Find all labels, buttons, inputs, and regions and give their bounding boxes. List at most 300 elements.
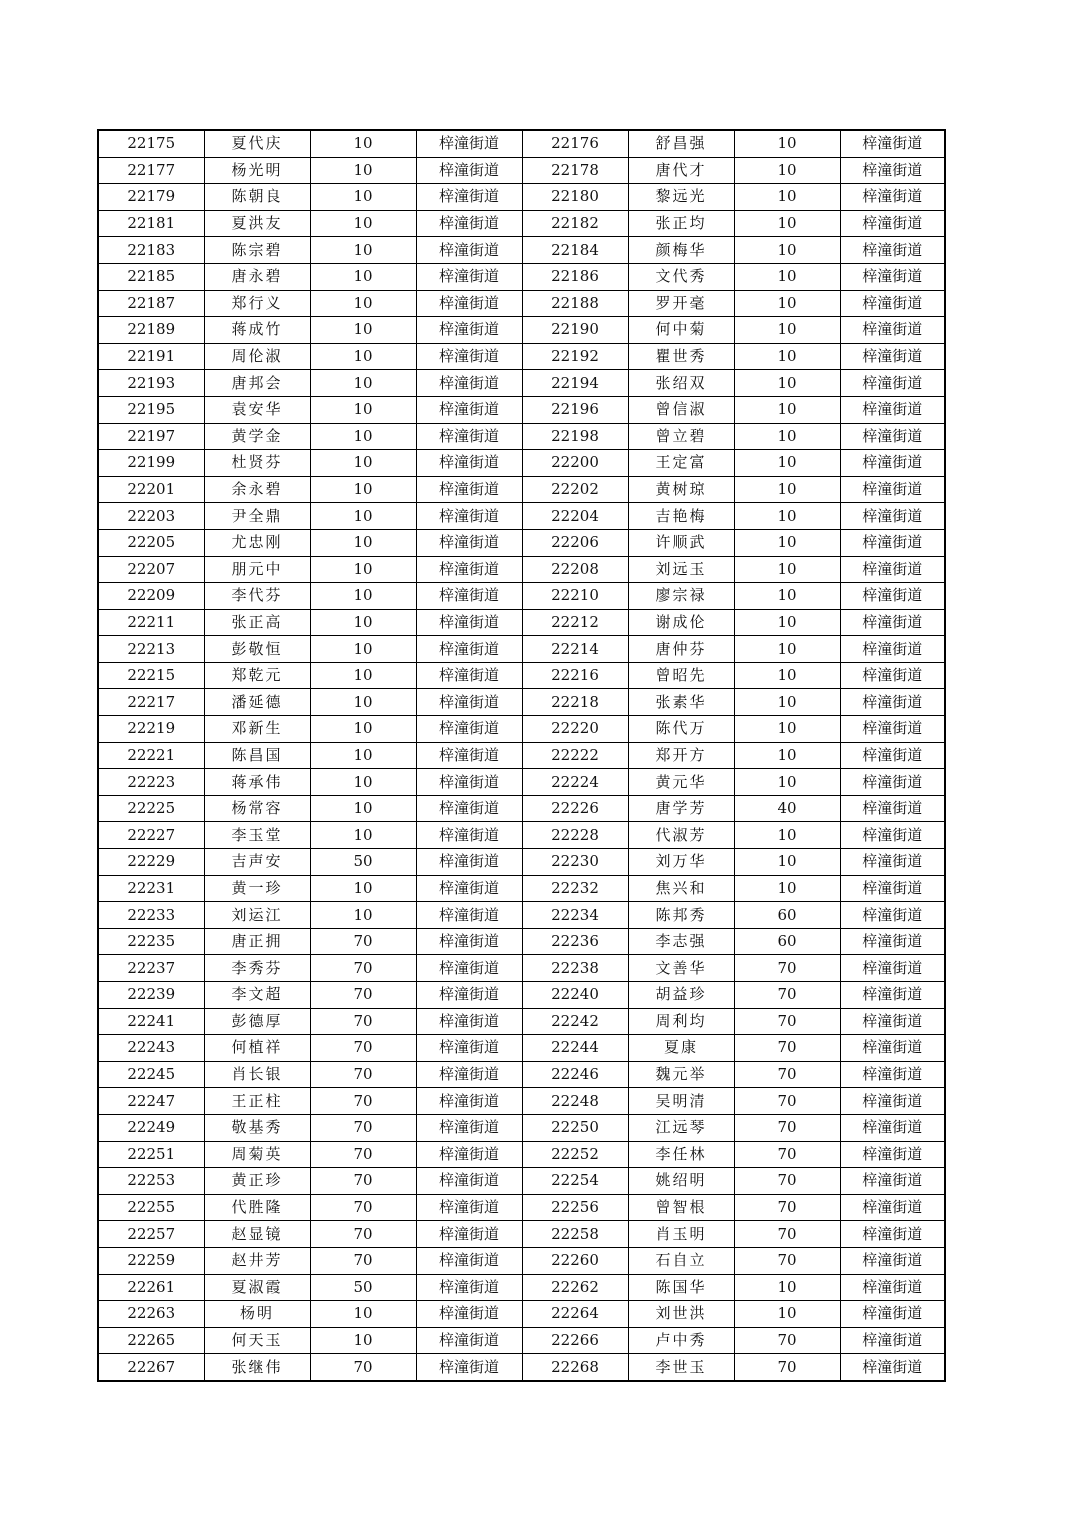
cell-id: 22247 [98,1088,204,1115]
cell-subdistrict: 梓潼街道 [840,1274,945,1301]
cell-amount: 10 [734,1301,840,1328]
cell-amount: 70 [310,1061,416,1088]
cell-id: 22200 [522,450,628,477]
cell-name: 唐代才 [628,157,734,184]
cell-name: 焦兴和 [628,875,734,902]
cell-subdistrict: 梓潼街道 [840,1194,945,1221]
cell-id: 22243 [98,1035,204,1062]
cell-amount: 10 [310,636,416,663]
cell-amount: 60 [734,902,840,929]
cell-id: 22188 [522,290,628,317]
cell-amount: 70 [310,1168,416,1195]
cell-name: 尤忠刚 [204,529,310,556]
cell-name: 袁安华 [204,396,310,423]
cell-amount: 10 [734,503,840,530]
table-row [98,450,945,477]
table-row [98,317,945,344]
cell-name: 曾信淑 [628,396,734,423]
cell-amount: 10 [310,716,416,743]
cell-subdistrict: 梓潼街道 [840,263,945,290]
cell-name: 李文超 [204,982,310,1009]
cell-subdistrict: 梓潼街道 [416,1008,522,1035]
cell-id: 22218 [522,689,628,716]
cell-amount: 70 [310,982,416,1009]
cell-subdistrict: 梓潼街道 [416,476,522,503]
table-row [98,396,945,423]
cell-id: 22254 [522,1168,628,1195]
table-row [98,955,945,982]
cell-id: 22193 [98,370,204,397]
cell-name: 代胜隆 [204,1194,310,1221]
cell-name: 周利均 [628,1008,734,1035]
cell-name: 何天玉 [204,1327,310,1354]
cell-subdistrict: 梓潼街道 [416,636,522,663]
cell-name: 罗开毫 [628,290,734,317]
cell-subdistrict: 梓潼街道 [840,982,945,1009]
cell-name: 李世玉 [628,1354,734,1381]
table-row [98,1354,945,1381]
cell-name: 陈朝良 [204,184,310,211]
cell-id: 22208 [522,556,628,583]
cell-subdistrict: 梓潼街道 [840,370,945,397]
cell-amount: 70 [310,1008,416,1035]
cell-amount: 10 [310,476,416,503]
cell-amount: 10 [734,849,840,876]
cell-subdistrict: 梓潼街道 [416,556,522,583]
cell-subdistrict: 梓潼街道 [840,1061,945,1088]
cell-subdistrict: 梓潼街道 [416,263,522,290]
cell-subdistrict: 梓潼街道 [416,1061,522,1088]
cell-subdistrict: 梓潼街道 [416,130,522,157]
cell-amount: 10 [734,636,840,663]
cell-name: 郑开方 [628,742,734,769]
cell-name: 魏元举 [628,1061,734,1088]
cell-subdistrict: 梓潼街道 [416,689,522,716]
cell-id: 22217 [98,689,204,716]
cell-subdistrict: 梓潼街道 [840,795,945,822]
cell-subdistrict: 梓潼街道 [416,290,522,317]
cell-name: 唐永碧 [204,263,310,290]
cell-amount: 10 [734,556,840,583]
cell-amount: 10 [734,317,840,344]
cell-id: 22205 [98,529,204,556]
cell-id: 22231 [98,875,204,902]
cell-name: 胡益珍 [628,982,734,1009]
cell-amount: 70 [310,1247,416,1274]
cell-subdistrict: 梓潼街道 [840,556,945,583]
cell-id: 22257 [98,1221,204,1248]
cell-amount: 10 [734,157,840,184]
table-row [98,1221,945,1248]
cell-subdistrict: 梓潼街道 [416,1114,522,1141]
cell-subdistrict: 梓潼街道 [416,928,522,955]
table-row [98,795,945,822]
cell-id: 22201 [98,476,204,503]
cell-amount: 10 [734,263,840,290]
cell-subdistrict: 梓潼街道 [416,1301,522,1328]
cell-amount: 70 [734,1088,840,1115]
cell-name: 黄一珍 [204,875,310,902]
cell-amount: 10 [310,210,416,237]
cell-subdistrict: 梓潼街道 [840,1354,945,1381]
cell-id: 22248 [522,1088,628,1115]
cell-amount: 50 [310,1274,416,1301]
cell-amount: 70 [734,1114,840,1141]
cell-id: 22179 [98,184,204,211]
cell-subdistrict: 梓潼街道 [416,609,522,636]
cell-name: 赵井芳 [204,1247,310,1274]
cell-name: 周菊英 [204,1141,310,1168]
cell-id: 22195 [98,396,204,423]
cell-id: 22235 [98,928,204,955]
cell-amount: 10 [310,583,416,610]
cell-id: 22239 [98,982,204,1009]
cell-id: 22194 [522,370,628,397]
cell-name: 文善华 [628,955,734,982]
table-row [98,556,945,583]
table-row [98,1168,945,1195]
cell-subdistrict: 梓潼街道 [840,822,945,849]
cell-subdistrict: 梓潼街道 [840,742,945,769]
table-row [98,157,945,184]
cell-amount: 10 [310,370,416,397]
cell-id: 22203 [98,503,204,530]
cell-name: 彭德厚 [204,1008,310,1035]
table-row [98,529,945,556]
cell-name: 张素华 [628,689,734,716]
table-row [98,290,945,317]
cell-subdistrict: 梓潼街道 [840,130,945,157]
cell-amount: 10 [310,556,416,583]
cell-subdistrict: 梓潼街道 [416,423,522,450]
cell-name: 文代秀 [628,263,734,290]
cell-id: 22202 [522,476,628,503]
table-row [98,237,945,264]
cell-subdistrict: 梓潼街道 [840,1008,945,1035]
cell-amount: 70 [734,1141,840,1168]
cell-id: 22206 [522,529,628,556]
cell-id: 22177 [98,157,204,184]
cell-id: 22175 [98,130,204,157]
cell-subdistrict: 梓潼街道 [840,955,945,982]
cell-name: 黄树琼 [628,476,734,503]
table-row [98,928,945,955]
table-row [98,1061,945,1088]
cell-id: 22213 [98,636,204,663]
cell-id: 22249 [98,1114,204,1141]
cell-subdistrict: 梓潼街道 [416,902,522,929]
cell-name: 李任林 [628,1141,734,1168]
table-row [98,689,945,716]
table-row [98,875,945,902]
cell-name: 李秀芬 [204,955,310,982]
cell-id: 22234 [522,902,628,929]
cell-subdistrict: 梓潼街道 [840,875,945,902]
cell-subdistrict: 梓潼街道 [416,343,522,370]
cell-name: 唐邦会 [204,370,310,397]
cell-subdistrict: 梓潼街道 [840,157,945,184]
cell-id: 22216 [522,662,628,689]
cell-id: 22197 [98,423,204,450]
cell-amount: 70 [310,955,416,982]
cell-subdistrict: 梓潼街道 [840,1221,945,1248]
cell-id: 22228 [522,822,628,849]
cell-id: 22225 [98,795,204,822]
cell-name: 王正柱 [204,1088,310,1115]
table-row [98,982,945,1009]
cell-subdistrict: 梓潼街道 [840,529,945,556]
cell-amount: 70 [734,1354,840,1381]
cell-name: 曾智根 [628,1194,734,1221]
cell-amount: 70 [734,1061,840,1088]
cell-amount: 10 [734,210,840,237]
cell-name: 敬基秀 [204,1114,310,1141]
cell-id: 22204 [522,503,628,530]
table-row [98,1301,945,1328]
cell-amount: 10 [734,822,840,849]
cell-subdistrict: 梓潼街道 [416,982,522,1009]
cell-subdistrict: 梓潼街道 [840,503,945,530]
table-row [98,210,945,237]
cell-subdistrict: 梓潼街道 [840,237,945,264]
cell-id: 22185 [98,263,204,290]
cell-id: 22252 [522,1141,628,1168]
cell-amount: 10 [310,290,416,317]
cell-id: 22196 [522,396,628,423]
cell-id: 22212 [522,609,628,636]
cell-amount: 50 [310,849,416,876]
cell-id: 22207 [98,556,204,583]
cell-id: 22251 [98,1141,204,1168]
cell-name: 姚绍明 [628,1168,734,1195]
cell-id: 22230 [522,849,628,876]
cell-id: 22263 [98,1301,204,1328]
cell-name: 张继伟 [204,1354,310,1381]
cell-subdistrict: 梓潼街道 [840,1035,945,1062]
cell-name: 石自立 [628,1247,734,1274]
cell-subdistrict: 梓潼街道 [416,1327,522,1354]
cell-id: 22215 [98,662,204,689]
cell-id: 22244 [522,1035,628,1062]
cell-name: 颜梅华 [628,237,734,264]
cell-amount: 70 [310,1141,416,1168]
cell-subdistrict: 梓潼街道 [416,662,522,689]
cell-subdistrict: 梓潼街道 [416,157,522,184]
cell-id: 22256 [522,1194,628,1221]
cell-id: 22209 [98,583,204,610]
cell-subdistrict: 梓潼街道 [416,184,522,211]
cell-amount: 70 [734,1008,840,1035]
cell-id: 22220 [522,716,628,743]
cell-id: 22233 [98,902,204,929]
cell-subdistrict: 梓潼街道 [416,237,522,264]
cell-name: 杨常容 [204,795,310,822]
cell-subdistrict: 梓潼街道 [416,503,522,530]
cell-subdistrict: 梓潼街道 [840,769,945,796]
cell-name: 唐学芳 [628,795,734,822]
cell-amount: 70 [310,1354,416,1381]
cell-name: 蒋承伟 [204,769,310,796]
cell-name: 夏代庆 [204,130,310,157]
cell-amount: 10 [734,583,840,610]
cell-id: 22237 [98,955,204,982]
cell-id: 22226 [522,795,628,822]
cell-amount: 10 [734,875,840,902]
cell-subdistrict: 梓潼街道 [416,716,522,743]
cell-subdistrict: 梓潼街道 [416,822,522,849]
cell-subdistrict: 梓潼街道 [840,928,945,955]
cell-amount: 10 [310,1301,416,1328]
cell-id: 22258 [522,1221,628,1248]
cell-amount: 10 [310,263,416,290]
cell-amount: 10 [310,875,416,902]
cell-amount: 40 [734,795,840,822]
cell-subdistrict: 梓潼街道 [416,1194,522,1221]
cell-amount: 10 [310,450,416,477]
cell-id: 22265 [98,1327,204,1354]
cell-amount: 10 [310,902,416,929]
cell-amount: 10 [734,423,840,450]
cell-name: 黎远光 [628,184,734,211]
cell-subdistrict: 梓潼街道 [840,343,945,370]
cell-subdistrict: 梓潼街道 [840,1247,945,1274]
table-row [98,1035,945,1062]
cell-name: 刘万华 [628,849,734,876]
cell-subdistrict: 梓潼街道 [416,1247,522,1274]
cell-id: 22259 [98,1247,204,1274]
cell-name: 郑乾元 [204,662,310,689]
cell-name: 吉声安 [204,849,310,876]
cell-name: 陈宗碧 [204,237,310,264]
cell-subdistrict: 梓潼街道 [840,1088,945,1115]
cell-subdistrict: 梓潼街道 [416,955,522,982]
cell-amount: 10 [734,343,840,370]
cell-id: 22178 [522,157,628,184]
table-row [98,1008,945,1035]
cell-name: 陈昌国 [204,742,310,769]
cell-subdistrict: 梓潼街道 [840,1114,945,1141]
table-row [98,503,945,530]
cell-id: 22224 [522,769,628,796]
cell-id: 22260 [522,1247,628,1274]
cell-id: 22219 [98,716,204,743]
cell-amount: 70 [310,1114,416,1141]
cell-amount: 70 [310,1035,416,1062]
cell-id: 22240 [522,982,628,1009]
cell-subdistrict: 梓潼街道 [840,396,945,423]
table-row [98,902,945,929]
table-row [98,636,945,663]
cell-name: 舒昌强 [628,130,734,157]
cell-name: 张绍双 [628,370,734,397]
cell-amount: 10 [310,529,416,556]
cell-name: 何中菊 [628,317,734,344]
table-row [98,822,945,849]
cell-amount: 70 [734,1194,840,1221]
cell-id: 22227 [98,822,204,849]
cell-name: 杜贤芬 [204,450,310,477]
cell-amount: 10 [310,130,416,157]
cell-subdistrict: 梓潼街道 [840,849,945,876]
cell-name: 张正均 [628,210,734,237]
cell-id: 22261 [98,1274,204,1301]
cell-subdistrict: 梓潼街道 [840,476,945,503]
cell-subdistrict: 梓潼街道 [416,795,522,822]
table-row [98,742,945,769]
cell-amount: 10 [310,184,416,211]
cell-subdistrict: 梓潼街道 [416,1141,522,1168]
cell-name: 瞿世秀 [628,343,734,370]
cell-id: 22191 [98,343,204,370]
cell-name: 赵显镜 [204,1221,310,1248]
cell-amount: 10 [734,689,840,716]
table-row [98,716,945,743]
cell-name: 何植祥 [204,1035,310,1062]
cell-id: 22241 [98,1008,204,1035]
cell-name: 刘世洪 [628,1301,734,1328]
cell-name: 许顺武 [628,529,734,556]
cell-amount: 70 [734,1221,840,1248]
cell-id: 22210 [522,583,628,610]
cell-amount: 10 [310,742,416,769]
cell-name: 谢成伦 [628,609,734,636]
cell-subdistrict: 梓潼街道 [416,396,522,423]
cell-amount: 10 [734,184,840,211]
cell-id: 22268 [522,1354,628,1381]
cell-id: 22221 [98,742,204,769]
cell-subdistrict: 梓潼街道 [416,370,522,397]
cell-name: 蒋成竹 [204,317,310,344]
cell-id: 22184 [522,237,628,264]
cell-amount: 10 [310,795,416,822]
table-row [98,343,945,370]
table-row [98,370,945,397]
cell-id: 22267 [98,1354,204,1381]
cell-subdistrict: 梓潼街道 [840,450,945,477]
cell-subdistrict: 梓潼街道 [840,184,945,211]
cell-subdistrict: 梓潼街道 [840,609,945,636]
cell-id: 22232 [522,875,628,902]
cell-amount: 10 [310,769,416,796]
cell-id: 22253 [98,1168,204,1195]
cell-id: 22236 [522,928,628,955]
roster-table [97,129,946,1382]
table-row [98,476,945,503]
cell-amount: 10 [310,343,416,370]
table-row [98,184,945,211]
cell-amount: 10 [734,609,840,636]
cell-id: 22223 [98,769,204,796]
cell-id: 22211 [98,609,204,636]
cell-name: 陈国华 [628,1274,734,1301]
cell-name: 李志强 [628,928,734,955]
table-row [98,849,945,876]
cell-name: 张正高 [204,609,310,636]
cell-amount: 10 [734,476,840,503]
table-row [98,130,945,157]
cell-subdistrict: 梓潼街道 [840,1168,945,1195]
cell-name: 刘运江 [204,902,310,929]
cell-subdistrict: 梓潼街道 [416,742,522,769]
cell-name: 李代芬 [204,583,310,610]
cell-id: 22176 [522,130,628,157]
cell-amount: 10 [734,450,840,477]
cell-name: 李玉堂 [204,822,310,849]
cell-amount: 60 [734,928,840,955]
cell-name: 杨明 [204,1301,310,1328]
cell-amount: 70 [734,982,840,1009]
cell-amount: 10 [734,529,840,556]
